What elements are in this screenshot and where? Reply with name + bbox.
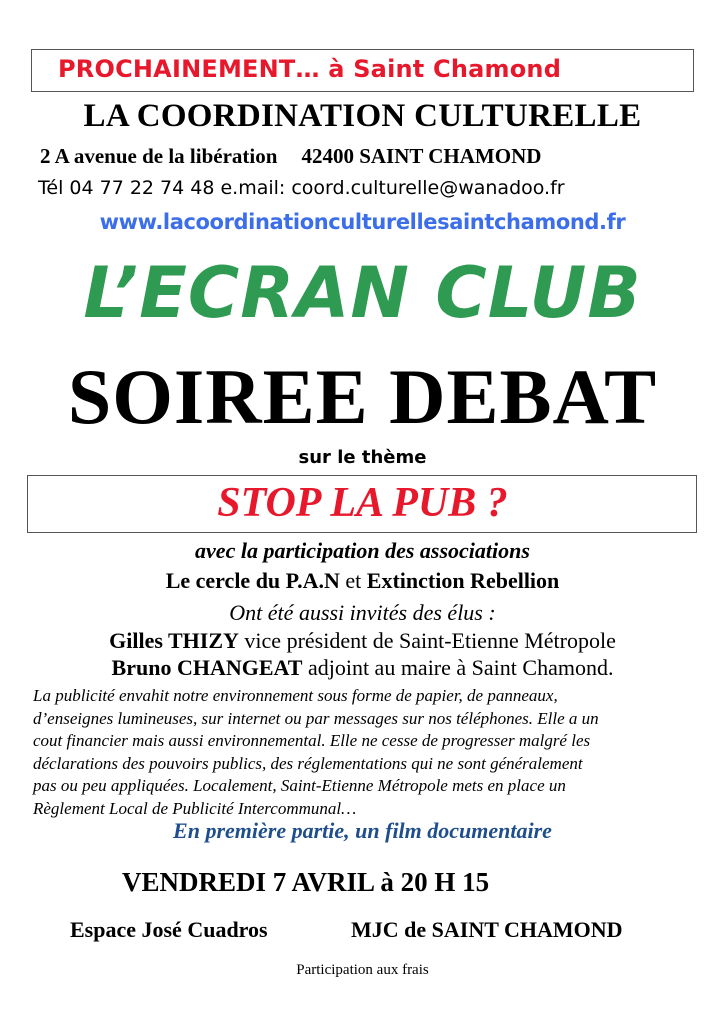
association-pan: Le cercle du P.A.N [165,568,340,593]
club-title: L’ECRAN CLUB [83,252,642,334]
prochainement-banner: PROCHAINEMENT… à Saint Chamond [58,55,562,83]
fee-note: Participation aux frais [296,962,429,978]
description-line: d’enseignes lumineuses, sur internet ou par messages sur nos téléphones. Elle a un [33,708,599,728]
description-line: pas ou peu appliquées. Localement, Saint-Etienne Métropole mets en place un [33,776,566,795]
description-line: La publicité envahit notre environnement sous forme de papier, de panneaux, [33,686,558,705]
invited-intro: Ont été aussi invités des élus : [229,600,496,625]
description-line: déclarations des pouvoirs publics, des réglementations qui ne sont généralement [33,753,583,773]
venue-space: Espace José Cuadros [70,917,268,942]
associations-line [0,568,725,594]
elected-official-2 [0,655,725,681]
city: 42400 SAINT CHAMOND [301,144,542,168]
event-date: VENDREDI 7 AVRIL à 20 H 15 [122,867,490,897]
elected-official-1 [0,628,725,654]
theme-intro: sur le thème [298,447,427,468]
org-name: LA COORDINATION CULTURELLE [83,98,642,134]
official-2-role: adjoint au maire à Saint Chamond. [302,655,614,680]
event-type-title: SOIREE DEBAT [67,353,658,440]
venue-mjc: MJC de SAINT CHAMOND [351,917,623,942]
description-line: cout financier mais aussi environnemental. Elle ne cesse de progresser malgré les [33,731,591,750]
participation-intro: avec la participation des associations [195,538,530,563]
description-paragraph [33,685,703,820]
official-1-role: vice président de Saint-Etienne Métropole [238,628,616,653]
official-1-name: Gilles THIZY [109,628,239,653]
address-line [40,144,541,169]
street-address: 2 A avenue de la libération [40,144,278,168]
association-conjunction: et [339,568,367,593]
theme-title: STOP LA PUB ? [217,480,508,526]
official-2-name: Bruno CHANGEAT [111,655,303,680]
description-line: Règlement Local de Publicité Intercommunal… [33,798,357,818]
association-extinction-rebellion: Extinction Rebellion [366,568,560,593]
film-announcement: En première partie, un film documentaire [173,818,552,843]
website-link[interactable]: www.lacoordinationculturellesaintchamond.fr [99,210,626,234]
contact-line: Tél 04 77 22 74 48 e.mail: coord.culturelle@wanadoo.fr [38,177,565,199]
